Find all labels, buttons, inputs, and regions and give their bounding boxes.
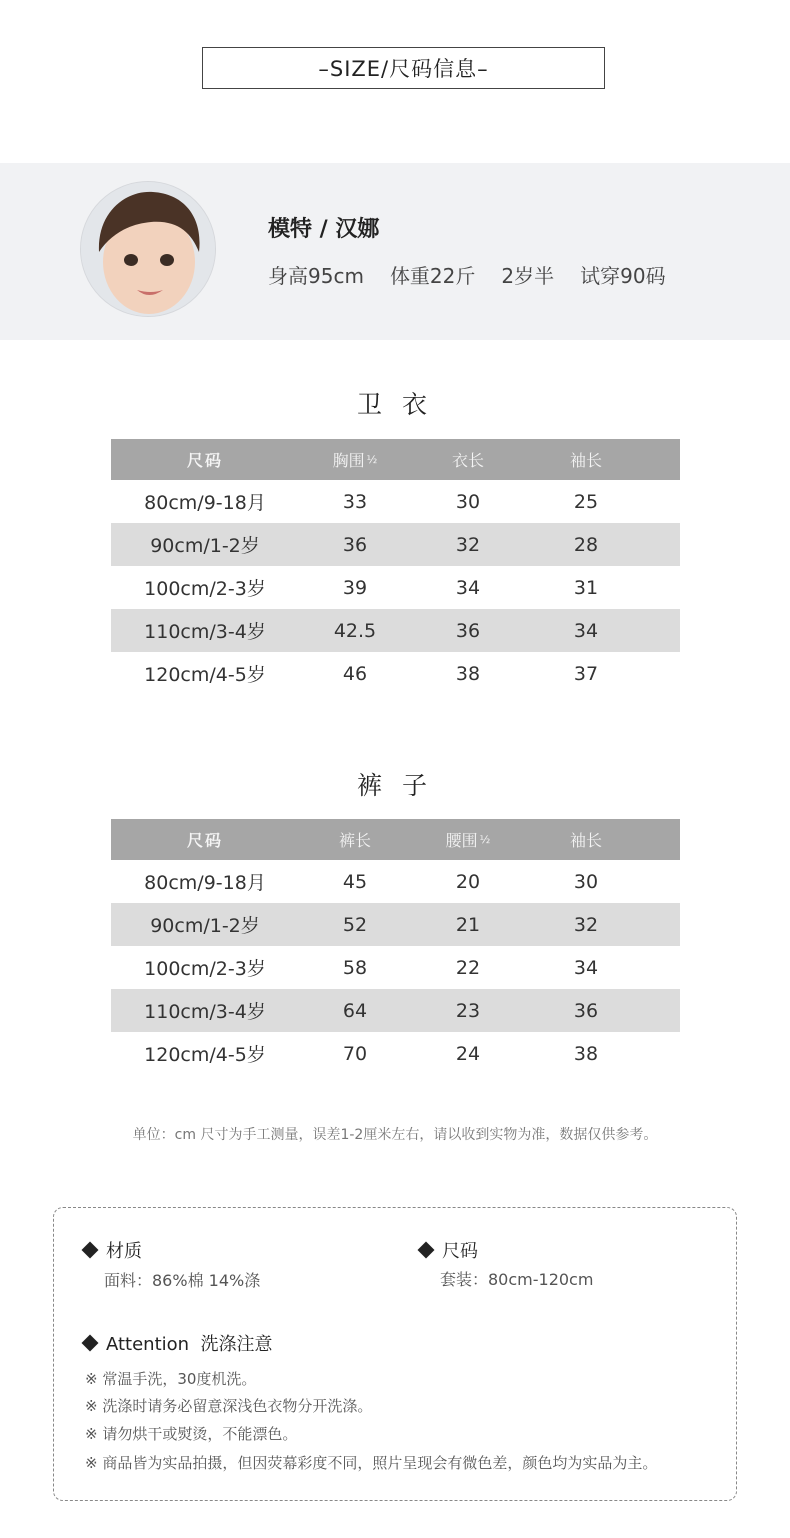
- cell-value: 22: [455, 956, 481, 979]
- care-item: ※ 请勿烘干或熨烫，不能漂色。: [85, 1425, 298, 1443]
- cell-value: 39: [342, 576, 368, 599]
- cell-value: 36: [342, 533, 368, 556]
- cell-value: 36: [573, 999, 599, 1022]
- measurement-note: 单位：cm 尺寸为手工测量，误差1-2厘米左右，请以收到实物为准，数据仅供参考。: [132, 1127, 658, 1143]
- diamond-icon: [82, 1335, 99, 1352]
- cell-size: 120cm/4-5岁: [144, 1044, 266, 1066]
- cell-size: 80cm/9-18月: [144, 492, 266, 514]
- cell-value: 30: [573, 870, 599, 893]
- cell-value: 42.5: [333, 619, 377, 642]
- table-row: [111, 860, 680, 903]
- model-name: 模特 / 汉娜: [268, 217, 380, 242]
- model-trial-size: 试穿90码: [580, 264, 666, 288]
- cell-value: 52: [342, 913, 368, 936]
- top-section-title: 卫 衣: [357, 390, 433, 419]
- table-header: [111, 819, 680, 860]
- cell-value: 64: [342, 999, 368, 1022]
- diamond-icon: [82, 1242, 99, 1259]
- cell-value: 24: [455, 1042, 481, 1065]
- model-age: 2岁半: [501, 264, 555, 288]
- size-value: 套装：80cm-120cm: [440, 1270, 594, 1289]
- cell-value: 46: [342, 662, 368, 685]
- material-heading: [80, 1237, 142, 1263]
- cell-size: 110cm/3-4岁: [144, 1001, 266, 1023]
- header-sleeve: 袖长: [569, 451, 602, 470]
- model-avatar: [80, 181, 216, 317]
- cell-value: 36: [455, 619, 481, 642]
- cell-value: 21: [455, 913, 481, 936]
- cell-size: 110cm/3-4岁: [144, 621, 266, 643]
- pants-section-title: 裤 子: [357, 771, 433, 800]
- table-row: [111, 946, 680, 989]
- header-chest: 胸围 ½: [332, 451, 378, 470]
- cell-size: 90cm/1-2岁: [150, 915, 260, 937]
- cell-value: 32: [573, 913, 599, 936]
- table-row: [111, 609, 680, 652]
- size-heading: [416, 1237, 478, 1263]
- table-row: [111, 989, 680, 1032]
- table-header: [111, 439, 680, 480]
- care-item: ※ 商品皆为实品拍摄，但因荧幕彩度不同，照片呈现会有微色差，颜色均为实品为主。: [85, 1454, 658, 1472]
- cell-value: 70: [342, 1042, 368, 1065]
- cell-value: 38: [573, 1042, 599, 1065]
- cell-value: 37: [573, 662, 599, 685]
- care-item: ※ 洗涤时请务必留意深浅色衣物分开洗涤。: [85, 1397, 373, 1415]
- cell-size: 90cm/1-2岁: [150, 535, 260, 557]
- cell-value: 25: [573, 490, 599, 513]
- model-stats: [268, 260, 692, 289]
- cell-value: 31: [573, 576, 599, 599]
- care-title: Attention 洗涤注意: [106, 1334, 273, 1355]
- cell-size: 100cm/2-3岁: [144, 578, 266, 600]
- cell-value: 28: [573, 533, 599, 556]
- pants-size-table: [111, 819, 680, 1075]
- header-pants-length: 裤长: [338, 831, 371, 850]
- cell-value: 45: [342, 870, 368, 893]
- care-heading: [80, 1330, 273, 1356]
- cell-value: 30: [455, 490, 481, 513]
- table-row: [111, 1032, 680, 1075]
- cell-value: 34: [455, 576, 481, 599]
- cell-value: 20: [455, 870, 481, 893]
- diamond-icon: [418, 1242, 435, 1259]
- cell-size: 80cm/9-18月: [144, 872, 266, 894]
- model-height: 身高95cm: [268, 264, 364, 288]
- care-item: ※ 常温手洗，30度机洗。: [85, 1370, 257, 1388]
- cell-value: 33: [342, 490, 368, 513]
- cell-size: 120cm/4-5岁: [144, 664, 266, 686]
- cell-value: 23: [455, 999, 481, 1022]
- cell-value: 38: [455, 662, 481, 685]
- model-weight: 体重22斤: [389, 264, 476, 288]
- header-sleeve: 袖长: [569, 831, 602, 850]
- cell-value: 58: [342, 956, 368, 979]
- page-title: –SIZE/尺码信息–: [202, 47, 605, 89]
- header-size: 尺码: [186, 831, 223, 850]
- cell-value: 34: [573, 619, 599, 642]
- cell-value: 32: [455, 533, 481, 556]
- material-value: 面料：86%棉 14%涤: [104, 1271, 261, 1290]
- header-size: 尺码: [186, 451, 223, 470]
- table-row: [111, 652, 680, 695]
- header-waist: 腰围 ½: [445, 831, 491, 850]
- top-size-table: [111, 439, 680, 695]
- cell-value: 34: [573, 956, 599, 979]
- cell-size: 100cm/2-3岁: [144, 958, 266, 980]
- size-title: 尺码: [442, 1241, 478, 1262]
- table-row: [111, 566, 680, 609]
- table-row: [111, 480, 680, 523]
- material-title: 材质: [106, 1241, 142, 1262]
- header-length: 衣长: [451, 451, 484, 470]
- table-row: [111, 903, 680, 946]
- table-row: [111, 523, 680, 566]
